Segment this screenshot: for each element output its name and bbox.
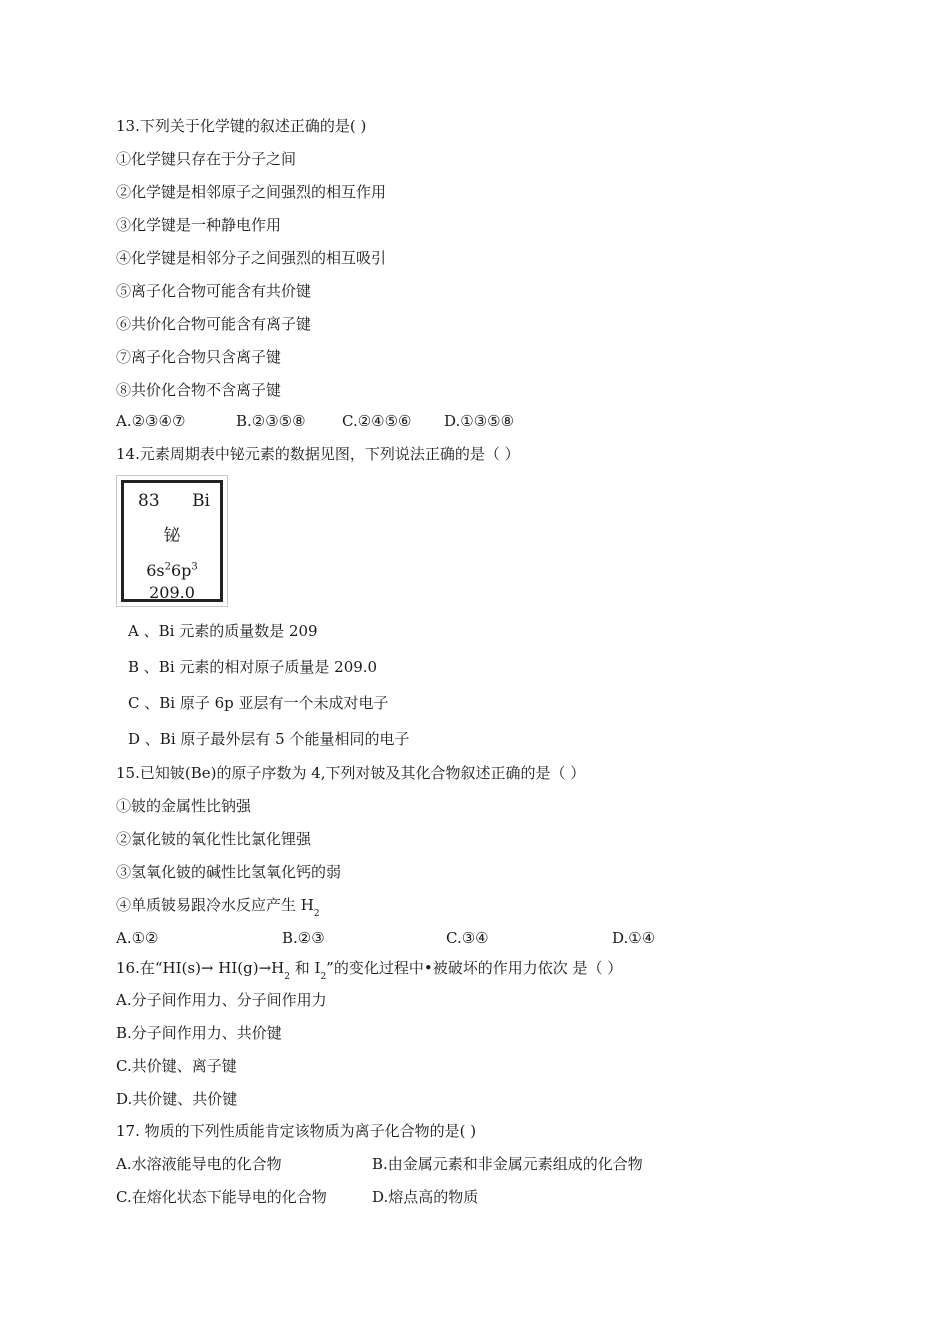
- q15-option-a: A.①②: [116, 929, 159, 947]
- q15-option-d: D.①④: [612, 929, 656, 947]
- config-part-2: 6p: [170, 561, 192, 580]
- q15-option-c: C.③④: [446, 929, 489, 947]
- q13-item-2: ②化学键是相邻原子之间强烈的相互作用: [116, 183, 387, 201]
- q13-item-1: ①化学键只存在于分子之间: [116, 150, 297, 168]
- q16-option-a: A.分子间作用力、分子间作用力: [116, 991, 327, 1009]
- q13-option-c: C.②④⑤⑥: [342, 412, 412, 430]
- q13-stem: 13.下列关于化学键的叙述正确的是( ): [116, 117, 367, 135]
- q15-item-4: [116, 895, 320, 924]
- q17-option-c: C.在熔化状态下能导电的化合物: [116, 1188, 327, 1206]
- q14-option-d: D 、Bi 原子最外层有 5 个能量相同的电子: [128, 730, 410, 748]
- q13-item-7: ⑦离子化合物只含离子键: [116, 348, 282, 366]
- q15-item-3: ③氢氧化铍的碱性比氢氧化钙的弱: [116, 863, 342, 881]
- q13-option-d: D.①③⑤⑧: [444, 412, 515, 430]
- q16-option-d: D.共价键、共价键: [116, 1090, 238, 1108]
- element-tile-image: [116, 475, 228, 607]
- q16-stem-sub-1: 2: [284, 972, 290, 982]
- q14-option-c: C 、Bi 原子 6p 亚层有一个未成对电子: [128, 694, 389, 712]
- element-atomic-mass: 209.0: [149, 583, 195, 602]
- q15-item-1: ①铍的金属性比钠强: [116, 797, 252, 815]
- element-atomic-number: 83: [138, 491, 160, 511]
- element-symbol: Bi: [192, 491, 210, 511]
- q17-stem: 17. 物质的下列性质能肯定该物质为离子化合物的是( ): [116, 1122, 477, 1140]
- q17-option-b: B.由金属元素和非金属元素组成的化合物: [372, 1155, 643, 1173]
- q13-item-3: ③化学键是一种静电作用: [116, 216, 282, 234]
- q16-option-b: B.分子间作用力、共价键: [116, 1024, 282, 1042]
- q15-option-b: B.②③: [282, 929, 325, 947]
- q14-option-a: A 、Bi 元素的质量数是 209: [128, 622, 318, 640]
- q15-item-2: ②氯化铍的氧化性比氯化锂强: [116, 830, 312, 848]
- q15-item-4-text: ④单质铍易跟冷水反应产生 H: [116, 896, 314, 914]
- q16-stem-part-2: 和 I: [289, 959, 321, 977]
- element-tile-border: [121, 480, 223, 602]
- q13-item-6: ⑥共价化合物可能含有离子键: [116, 315, 312, 333]
- q16-stem-part-1: 16.在“HI(s)→ HI(g)→H: [116, 959, 285, 977]
- q16-option-c: C.共价键、离子键: [116, 1057, 237, 1075]
- element-electron-config: [124, 561, 220, 580]
- config-sup-1: 2: [164, 561, 171, 573]
- q13-option-a: A.②③④⑦: [116, 412, 186, 430]
- q16-stem: [116, 958, 622, 987]
- element-name: 铋: [163, 526, 181, 546]
- q14-option-b: B 、Bi 元素的相对原子质量是 209.0: [128, 658, 378, 676]
- q15-stem: 15.已知铍(Be)的原子序数为 4,下列对铍及其化合物叙述正确的是（ ）: [116, 764, 586, 782]
- q16-stem-sub-2: 2: [320, 972, 327, 982]
- q13-option-b: B.②③⑤⑧: [236, 412, 306, 430]
- q17-option-d: D.熔点高的物质: [372, 1188, 479, 1206]
- config-part-1: 6s: [146, 561, 165, 580]
- q14-stem: 14.元素周期表中铋元素的数据见图，下列说法正确的是（ ）: [116, 445, 520, 463]
- q13-item-8: ⑧共价化合物不含离子键: [116, 381, 282, 399]
- q16-stem-part-3: ”的变化过程中•被破坏的作用力依次 是（ ）: [326, 959, 623, 977]
- q17-option-a: A.水溶液能导电的化合物: [116, 1155, 282, 1173]
- q15-item-4-subscript: 2: [313, 909, 320, 919]
- q13-item-5: ⑤离子化合物可能含有共价键: [116, 282, 312, 300]
- config-sup-2: 3: [191, 561, 198, 573]
- q13-item-4: ④化学键是相邻分子之间强烈的相互吸引: [116, 249, 387, 267]
